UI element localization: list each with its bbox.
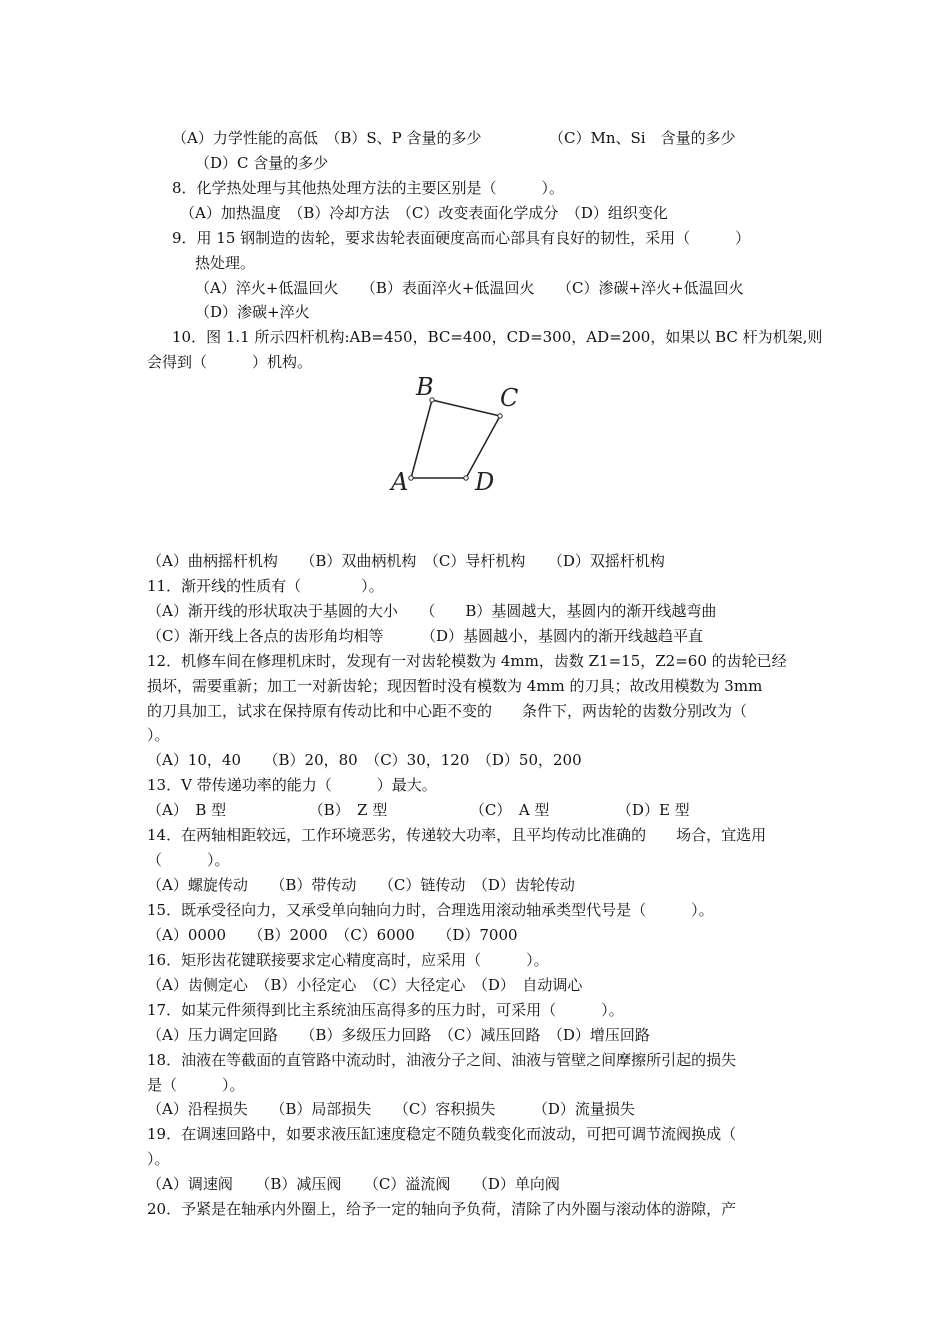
question-19-options: （A）调速阀 （B）减压阀 （C）溢流阀 （D）单向阀 xyxy=(147,1175,560,1193)
question-14: 14．在两轴相距较远，工作环境恶劣，传递较大功率，且平均传动比准确的 场合，宜选用 xyxy=(147,826,767,844)
question-9: 9．用 15 钢制造的齿轮，要求齿轮表面硬度高而心部具有良好的韧性，采用（ ） xyxy=(172,229,751,247)
question-12-cont-2: 的刀具加工，试求在保持原有传动比和中心距不变的 条件下，两齿轮的齿数分别改为（ xyxy=(147,702,748,720)
question-9-options: （A）淬火+低温回火 （B）表面淬火+低温回火 （C）渗碳+淬火+低温回火 xyxy=(195,279,744,297)
question-12: 12．机修车间在修理机床时，发现有一对齿轮模数为 4mm，齿数 Z1=15，Z2=60 的齿轮已经 xyxy=(147,652,787,670)
question-12-cont-1: 损坏，需要重新；加工一对新齿轮；现因暂时没有模数为 4mm 的刀具；故改用模数为 3mm xyxy=(147,677,763,695)
question-18-options: （A）沿程损失 （B）局部损失 （C）容积损失 （D）流量损失 xyxy=(147,1100,635,1118)
question-9-options-2: （D）渗碳+淬火 xyxy=(195,303,310,321)
question-11-options-1: （A）渐开线的形状取决于基圆的大小 （ B）基圆越大，基圆内的渐开线越弯曲 xyxy=(147,602,717,620)
question-9-cont: 热处理。 xyxy=(195,254,256,272)
question-19-cont: ）。 xyxy=(147,1150,170,1168)
line-2: （D）C 含量的多少 xyxy=(195,154,329,172)
label-d: D xyxy=(475,468,495,496)
line-1: （A）力学性能的高低 （B）S、P 含量的多少 （C）Mn、Si 含量的多少 xyxy=(172,129,736,147)
label-a: A xyxy=(391,468,409,496)
question-10: 10．图 1.1 所示四杆机构:AB=450，BC=400，CD=300，AD=200，如果以 BC 杆为机架,则 xyxy=(172,328,823,346)
question-18: 18．油液在等截面的直管路中流动时，油液分子之间、油液与管壁之间摩擦所引起的损失 xyxy=(147,1051,737,1069)
question-19: 19．在调速回路中，如要求液压缸速度稳定不随负载变化而波动，可把可调节流阀换成（ xyxy=(147,1125,737,1143)
question-8: 8．化学热处理与其他热处理方法的主要区别是（ ）。 xyxy=(172,179,565,197)
question-16: 16．矩形齿花键联接要求定心精度高时，应采用（ ）。 xyxy=(147,951,549,969)
question-16-options: （A）齿侧定心 （B）小径定心 （C）大径定心 （D） 自动调心 xyxy=(147,976,583,994)
question-8-options: （A）加热温度 （B）冷却方法 （C）改变表面化学成分 （D）组织变化 xyxy=(180,204,668,222)
question-13: 13．V 带传递功率的能力（ ）最大。 xyxy=(147,776,437,794)
label-b: B xyxy=(416,373,434,401)
question-12-cont-3: ）。 xyxy=(147,726,170,744)
question-10-cont: 会得到（ ）机构。 xyxy=(147,353,313,371)
question-20: 20．予紧是在轴承内外圈上，给予一定的轴向予负荷，清除了内外圈与滚动体的游隙，产 xyxy=(147,1200,737,1218)
question-11: 11．渐开线的性质有（ ）。 xyxy=(147,577,384,595)
question-15: 15．既承受径向力，又承受单向轴向力时，合理选用滚动轴承类型代号是（ ）。 xyxy=(147,901,714,919)
four-bar-linkage-figure xyxy=(380,368,520,496)
question-10-options: （A）曲柄摇杆机构 （B）双曲柄机构 （C）导杆机构 （D）双摇杆机构 xyxy=(147,552,665,570)
question-17-options: （A）压力调定回路 （B）多级压力回路 （C）减压回路 （D）增压回路 xyxy=(147,1026,650,1044)
question-11-options-2: （C）渐开线上各点的齿形角均相等 （D）基圆越小，基圆内的渐开线越趋平直 xyxy=(147,627,704,645)
question-15-options: （A）0000 （B）2000 （C）6000 （D）7000 xyxy=(147,926,518,944)
question-14-cont: （ ）。 xyxy=(147,851,230,869)
question-12-options: （A）10，40 （B）20，80 （C）30，120 （D）50，200 xyxy=(147,751,582,769)
question-18-cont: 是（ ）。 xyxy=(147,1076,245,1094)
question-17: 17．如某元件须得到比主系统油压高得多的压力时，可采用（ ）。 xyxy=(147,1001,624,1019)
question-14-options: （A）螺旋传动 （B）带传动 （C）链传动 （D）齿轮传动 xyxy=(147,876,575,894)
question-13-options: （A） B 型 （B） Z 型 （C） A 型 （D）E 型 xyxy=(147,801,690,819)
label-c: C xyxy=(500,384,519,412)
